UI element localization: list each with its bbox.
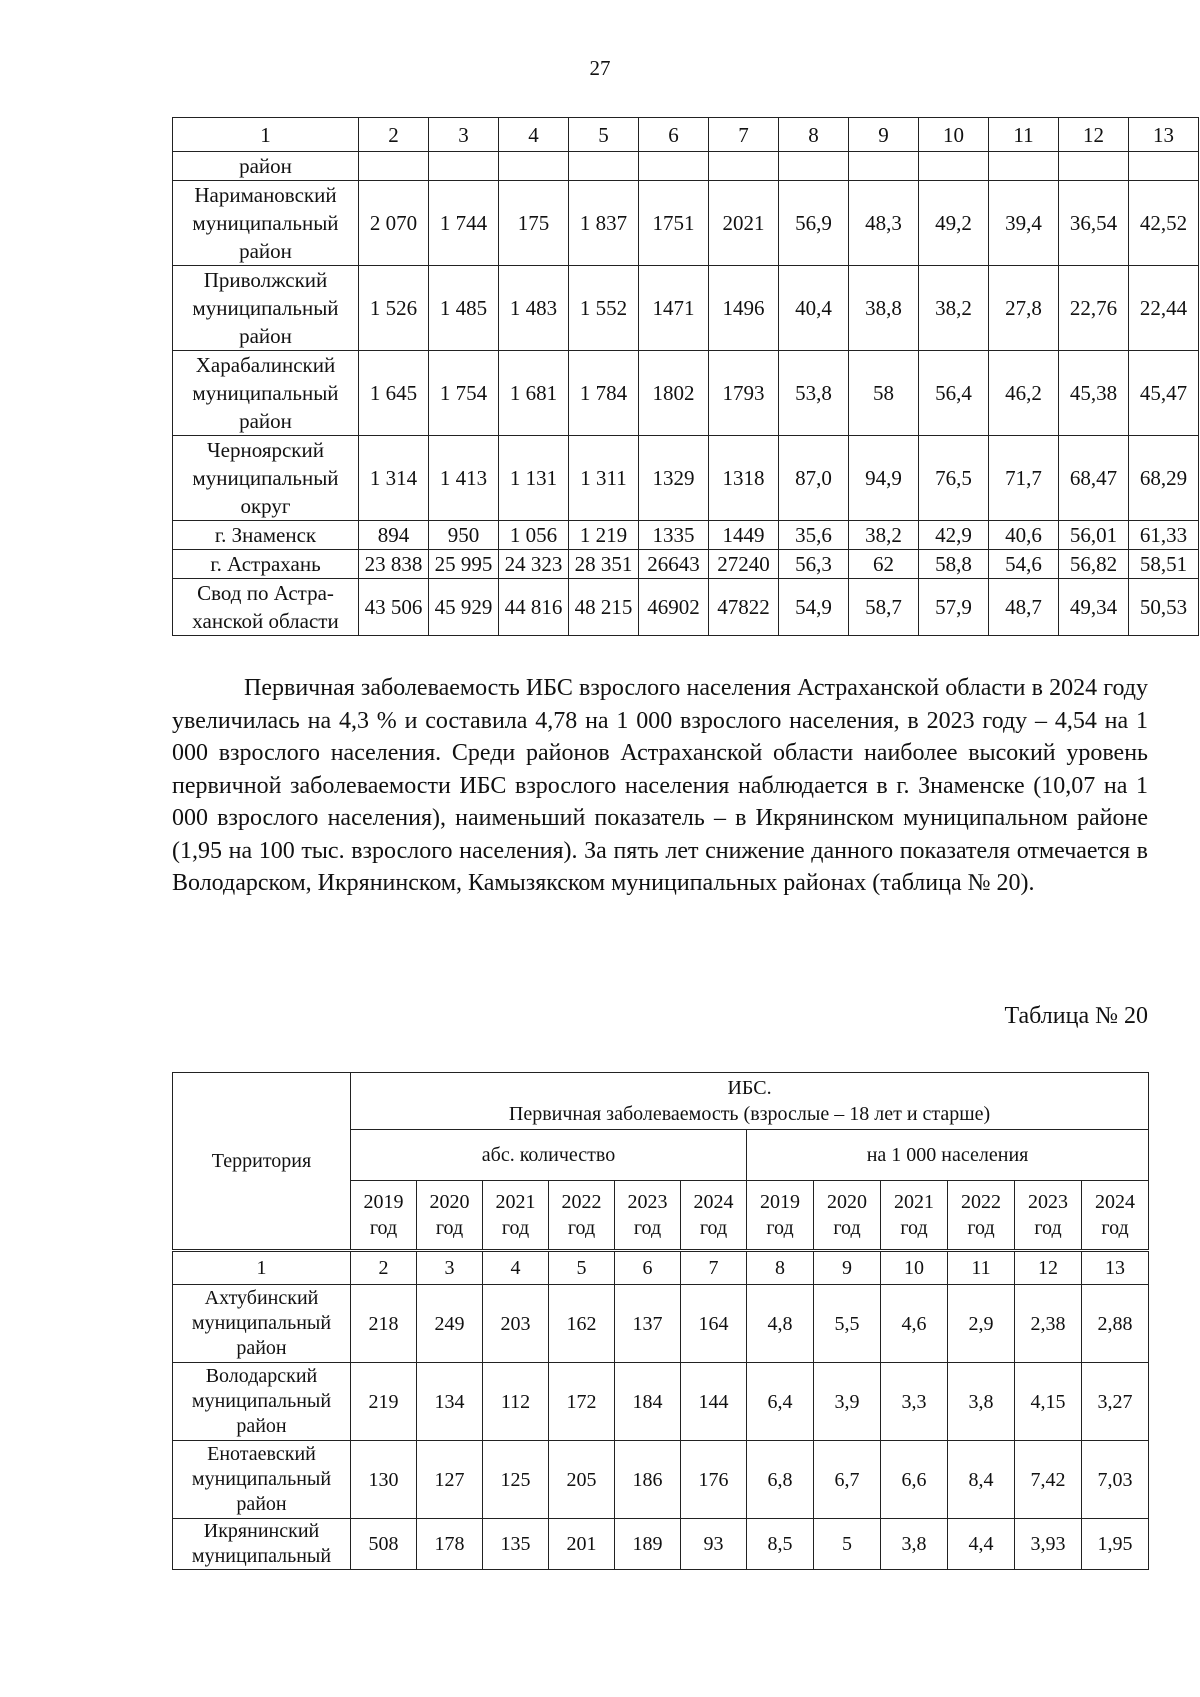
row-label: Наримановский муниципальный район xyxy=(173,181,359,266)
table-cell: 2,9 xyxy=(948,1285,1015,1363)
table-cell: 1 784 xyxy=(569,351,639,436)
table-cell: 1 645 xyxy=(359,351,429,436)
table-cell: 6,7 xyxy=(814,1441,881,1519)
row-label: г. Знаменск xyxy=(173,521,359,550)
column-number: 2 xyxy=(359,118,429,152)
table-cell: 4,15 xyxy=(1015,1363,1082,1441)
table-cell: 2,38 xyxy=(1015,1285,1082,1363)
year-value: 2019 xyxy=(760,1191,800,1213)
year-word: год xyxy=(369,1217,398,1239)
table-row xyxy=(173,579,1199,636)
year-header xyxy=(615,1181,681,1251)
row-label: г. Астрахань xyxy=(173,550,359,579)
table-cell: 1 837 xyxy=(569,181,639,266)
table-cell: 25 995 xyxy=(429,550,499,579)
table-cell: 3,8 xyxy=(881,1519,948,1570)
table-cell: 71,7 xyxy=(989,436,1059,521)
table-cell: 50,53 xyxy=(1129,579,1199,636)
table-cell: 2,88 xyxy=(1082,1285,1149,1363)
table-cell: 1 552 xyxy=(569,266,639,351)
table-cell: 58 xyxy=(849,351,919,436)
table-cell: 135 xyxy=(483,1519,549,1570)
year-word: год xyxy=(699,1217,728,1239)
table-cell: 48,3 xyxy=(849,181,919,266)
column-number: 2 xyxy=(351,1251,417,1285)
column-number: 11 xyxy=(948,1251,1015,1285)
table-cell: 127 xyxy=(417,1441,483,1519)
year-header xyxy=(681,1181,747,1251)
table-cell: 68,29 xyxy=(1129,436,1199,521)
column-number: 3 xyxy=(429,118,499,152)
table-cell: 42,52 xyxy=(1129,181,1199,266)
year-value: 2024 xyxy=(693,1191,734,1213)
year-word: год xyxy=(633,1217,662,1239)
year-value: 2019 xyxy=(363,1191,404,1213)
column-number: 4 xyxy=(483,1251,549,1285)
table-cell: 56,01 xyxy=(1059,521,1129,550)
table-title-line2: Первичная заболеваемость (взрослые – 18 лет и старше) xyxy=(508,1103,991,1125)
table-cell: 56,4 xyxy=(919,351,989,436)
column-number: 5 xyxy=(549,1251,615,1285)
table-cell: 201 xyxy=(549,1519,615,1570)
year-value: 2021 xyxy=(495,1191,536,1213)
table-cell: 178 xyxy=(417,1519,483,1570)
column-number: 10 xyxy=(919,118,989,152)
table-cell: 3,3 xyxy=(881,1363,948,1441)
table-ihd-incidence xyxy=(172,1072,1149,1570)
table-cell: 3,9 xyxy=(814,1363,881,1441)
table-cell: 162 xyxy=(549,1285,615,1363)
year-value: 2020 xyxy=(429,1191,470,1213)
year-word: год xyxy=(900,1217,928,1239)
table-cell: 125 xyxy=(483,1441,549,1519)
table-cell: 49,2 xyxy=(919,181,989,266)
table-cell: 1,95 xyxy=(1082,1519,1149,1570)
year-value: 2023 xyxy=(627,1191,668,1213)
table-cell: 1329 xyxy=(639,436,709,521)
column-number: 1 xyxy=(173,118,359,152)
year-header xyxy=(549,1181,615,1251)
table-cell: 68,47 xyxy=(1059,436,1129,521)
table-cell: 46902 xyxy=(639,579,709,636)
table-cell: 4,6 xyxy=(881,1285,948,1363)
table-cell: 6,8 xyxy=(747,1441,814,1519)
year-value: 2022 xyxy=(561,1191,602,1213)
year-value: 2024 xyxy=(1095,1191,1136,1213)
table-cell: 203 xyxy=(483,1285,549,1363)
table-cell: 48,7 xyxy=(989,579,1059,636)
table-cell: 1 754 xyxy=(429,351,499,436)
column-number: 11 xyxy=(989,118,1059,152)
table-cell: 172 xyxy=(549,1363,615,1441)
table-cell: 175 xyxy=(499,181,569,266)
table-cell: 5,5 xyxy=(814,1285,881,1363)
year-value: 2022 xyxy=(961,1191,1001,1213)
table-row xyxy=(173,1285,1149,1363)
column-number: 10 xyxy=(881,1251,948,1285)
year-header xyxy=(483,1181,549,1251)
table-cell: 130 xyxy=(351,1441,417,1519)
column-number: 3 xyxy=(417,1251,483,1285)
year-word: год xyxy=(1101,1217,1129,1239)
row-label: Приволжский муниципальный район xyxy=(173,266,359,351)
column-number: 5 xyxy=(569,118,639,152)
table-cell: 184 xyxy=(615,1363,681,1441)
table-cell: 1496 xyxy=(709,266,779,351)
table-cell: 186 xyxy=(615,1441,681,1519)
table-cell: 1449 xyxy=(709,521,779,550)
row-label: Ахтубинский муниципальный район xyxy=(173,1285,351,1363)
table-cell: 62 xyxy=(849,550,919,579)
year-header xyxy=(1082,1181,1149,1251)
table-cell: 44 816 xyxy=(499,579,569,636)
table-cell: 6,4 xyxy=(747,1363,814,1441)
table-cell: 45,38 xyxy=(1059,351,1129,436)
table-cell: 137 xyxy=(615,1285,681,1363)
table-cell: 38,2 xyxy=(919,266,989,351)
column-number: 8 xyxy=(779,118,849,152)
column-number: 6 xyxy=(615,1251,681,1285)
table-cell: 894 xyxy=(359,521,429,550)
year-value: 2020 xyxy=(827,1191,867,1213)
row-label: Черноярский муниципальный округ xyxy=(173,436,359,521)
table-cell: 48 215 xyxy=(569,579,639,636)
year-header xyxy=(814,1181,881,1251)
column-number: 7 xyxy=(709,118,779,152)
table-cell: 24 323 xyxy=(499,550,569,579)
table-cell: 28 351 xyxy=(569,550,639,579)
column-number: 1 xyxy=(173,1251,351,1285)
table-cell: 219 xyxy=(351,1363,417,1441)
table-cell: 1751 xyxy=(639,181,709,266)
table-title xyxy=(351,1073,1149,1130)
table-column-numbers xyxy=(173,118,1199,152)
table-cell: 164 xyxy=(681,1285,747,1363)
table-cell: 61,33 xyxy=(1129,521,1199,550)
table-cell: 218 xyxy=(351,1285,417,1363)
table-cell: 3,8 xyxy=(948,1363,1015,1441)
table-cell: 47822 xyxy=(709,579,779,636)
table-cell: 1335 xyxy=(639,521,709,550)
table-cell: 58,51 xyxy=(1129,550,1199,579)
table-cell: 56,82 xyxy=(1059,550,1129,579)
table-cell: 1 311 xyxy=(569,436,639,521)
column-number: 8 xyxy=(747,1251,814,1285)
table-cell: 1 314 xyxy=(359,436,429,521)
table-cell: 1 681 xyxy=(499,351,569,436)
column-number: 13 xyxy=(1129,118,1199,152)
page-number: 27 xyxy=(589,56,611,80)
row-label: Икрянинский муниципальный xyxy=(173,1519,351,1570)
column-number: 9 xyxy=(849,118,919,152)
table-cell: 3,27 xyxy=(1082,1363,1149,1441)
column-number: 13 xyxy=(1082,1251,1149,1285)
row-label: район xyxy=(173,152,359,181)
table-cell: 1 744 xyxy=(429,181,499,266)
table-cell: 27,8 xyxy=(989,266,1059,351)
table-row xyxy=(173,436,1199,521)
table-cell: 27240 xyxy=(709,550,779,579)
year-header xyxy=(881,1181,948,1251)
year-header xyxy=(1015,1181,1082,1251)
column-number: 9 xyxy=(814,1251,881,1285)
table-cell: 46,2 xyxy=(989,351,1059,436)
column-number: 12 xyxy=(1015,1251,1082,1285)
table-cell: 57,9 xyxy=(919,579,989,636)
table-cell: 26643 xyxy=(639,550,709,579)
table-caption: Таблица № 20 xyxy=(1004,1003,1148,1029)
table-cell: 1 056 xyxy=(499,521,569,550)
table-cell: 249 xyxy=(417,1285,483,1363)
row-label: Свод по Астра-ханской области xyxy=(173,579,359,636)
table-cell: 176 xyxy=(681,1441,747,1519)
table-cell: 112 xyxy=(483,1363,549,1441)
table-cell: 4,8 xyxy=(747,1285,814,1363)
table-cell: 1 219 xyxy=(569,521,639,550)
table-cell: 45 929 xyxy=(429,579,499,636)
table-cell: 4,4 xyxy=(948,1519,1015,1570)
table-cell: 508 xyxy=(351,1519,417,1570)
column-number: 4 xyxy=(499,118,569,152)
table-cell: 144 xyxy=(681,1363,747,1441)
table-row xyxy=(173,521,1199,550)
table-cell: 1802 xyxy=(639,351,709,436)
table-cell: 93 xyxy=(681,1519,747,1570)
table-cell: 87,0 xyxy=(779,436,849,521)
year-header xyxy=(351,1181,417,1251)
table-cell: 43 506 xyxy=(359,579,429,636)
table-cell: 54,9 xyxy=(779,579,849,636)
year-word: год xyxy=(833,1217,861,1239)
table-cell: 205 xyxy=(549,1441,615,1519)
row-label: Енотаевский муниципальный район xyxy=(173,1441,351,1519)
table-cell: 1471 xyxy=(639,266,709,351)
table-title-line1: ИБС. xyxy=(727,1077,772,1099)
table-cell: 5 xyxy=(814,1519,881,1570)
year-word: год xyxy=(567,1217,596,1239)
table-cell: 1318 xyxy=(709,436,779,521)
table-cell: 35,6 xyxy=(779,521,849,550)
table-row xyxy=(173,1441,1149,1519)
table-cell: 42,9 xyxy=(919,521,989,550)
table-cell: 22,44 xyxy=(1129,266,1199,351)
table-cell: 39,4 xyxy=(989,181,1059,266)
table-cell: 7,42 xyxy=(1015,1441,1082,1519)
table-cell: 1 526 xyxy=(359,266,429,351)
table-cell: 1793 xyxy=(709,351,779,436)
table-cell: 2021 xyxy=(709,181,779,266)
table-cell: 38,8 xyxy=(849,266,919,351)
table-cell: 56,9 xyxy=(779,181,849,266)
table-cell: 36,54 xyxy=(1059,181,1129,266)
table-cell: 3,93 xyxy=(1015,1519,1082,1570)
table-row xyxy=(173,1519,1149,1570)
table-cell: 49,34 xyxy=(1059,579,1129,636)
table-cell: 1 483 xyxy=(499,266,569,351)
table-cell: 7,03 xyxy=(1082,1441,1149,1519)
column-number: 6 xyxy=(639,118,709,152)
table-row xyxy=(173,266,1199,351)
table-cell: 40,6 xyxy=(989,521,1059,550)
column-number: 12 xyxy=(1059,118,1129,152)
year-word: год xyxy=(1034,1217,1062,1239)
table-row xyxy=(173,152,1199,181)
table-row xyxy=(173,550,1199,579)
table-cell: 8,5 xyxy=(747,1519,814,1570)
year-word: год xyxy=(766,1217,794,1239)
table-cell: 53,8 xyxy=(779,351,849,436)
table-cell: 6,6 xyxy=(881,1441,948,1519)
column-number: 7 xyxy=(681,1251,747,1285)
year-value: 2021 xyxy=(894,1191,934,1213)
year-value: 2023 xyxy=(1028,1191,1068,1213)
table-cell: 58,7 xyxy=(849,579,919,636)
year-word: год xyxy=(501,1217,530,1239)
year-word: год xyxy=(967,1217,995,1239)
year-header xyxy=(948,1181,1015,1251)
table-row xyxy=(173,181,1199,266)
territory-header: Территория xyxy=(173,1073,351,1251)
table-cell: 54,6 xyxy=(989,550,1059,579)
table-cell: 8,4 xyxy=(948,1441,1015,1519)
table-row xyxy=(173,351,1199,436)
table-cell: 1 413 xyxy=(429,436,499,521)
table-cell: 2 070 xyxy=(359,181,429,266)
table-cell: 1 485 xyxy=(429,266,499,351)
table-cell: 22,76 xyxy=(1059,266,1129,351)
table-cell: 134 xyxy=(417,1363,483,1441)
table-cell: 950 xyxy=(429,521,499,550)
row-label: Володарский муниципальный район xyxy=(173,1363,351,1441)
table-cell: 40,4 xyxy=(779,266,849,351)
table-regions-continued xyxy=(172,117,1199,636)
body-paragraph: Первичная заболеваемость ИБС взрослого населения Астраханской области в 2024 году увеличилась на 4,3 % и составила 4,78 на 1 000 взрослого населения, в 2023 году – 4,54 на 1 000 взрослого населения. Среди районов Астраханской области наиболее высокий уровень первичной заболеваемости ИБС взрослого населения наблюдается в г. Знаменске (10,07 на 1 000 взрослого населения), наименьший показатель – в Икрянинском муниципальном районе (1,95 на 100 тыс. взрослого населения). За пять лет снижение данного показателя отмечается в Володарском, Икрянинском, Камызякском муниципальных районах (таблица № 20). xyxy=(172,675,1148,896)
group-header-rate: на 1 000 населения xyxy=(747,1130,1149,1181)
year-header xyxy=(747,1181,814,1251)
year-header xyxy=(417,1181,483,1251)
table-row xyxy=(173,1363,1149,1441)
table-cell: 38,2 xyxy=(849,521,919,550)
table-cell: 58,8 xyxy=(919,550,989,579)
table-cell: 56,3 xyxy=(779,550,849,579)
row-label: Харабалинский муниципальный район xyxy=(173,351,359,436)
table-column-numbers xyxy=(173,1251,1149,1285)
table-cell: 23 838 xyxy=(359,550,429,579)
table-cell: 189 xyxy=(615,1519,681,1570)
table-cell: 45,47 xyxy=(1129,351,1199,436)
table-cell: 1 131 xyxy=(499,436,569,521)
table-cell: 94,9 xyxy=(849,436,919,521)
year-word: год xyxy=(435,1217,464,1239)
group-header-absolute: абс. количество xyxy=(351,1130,747,1181)
table-cell: 76,5 xyxy=(919,436,989,521)
